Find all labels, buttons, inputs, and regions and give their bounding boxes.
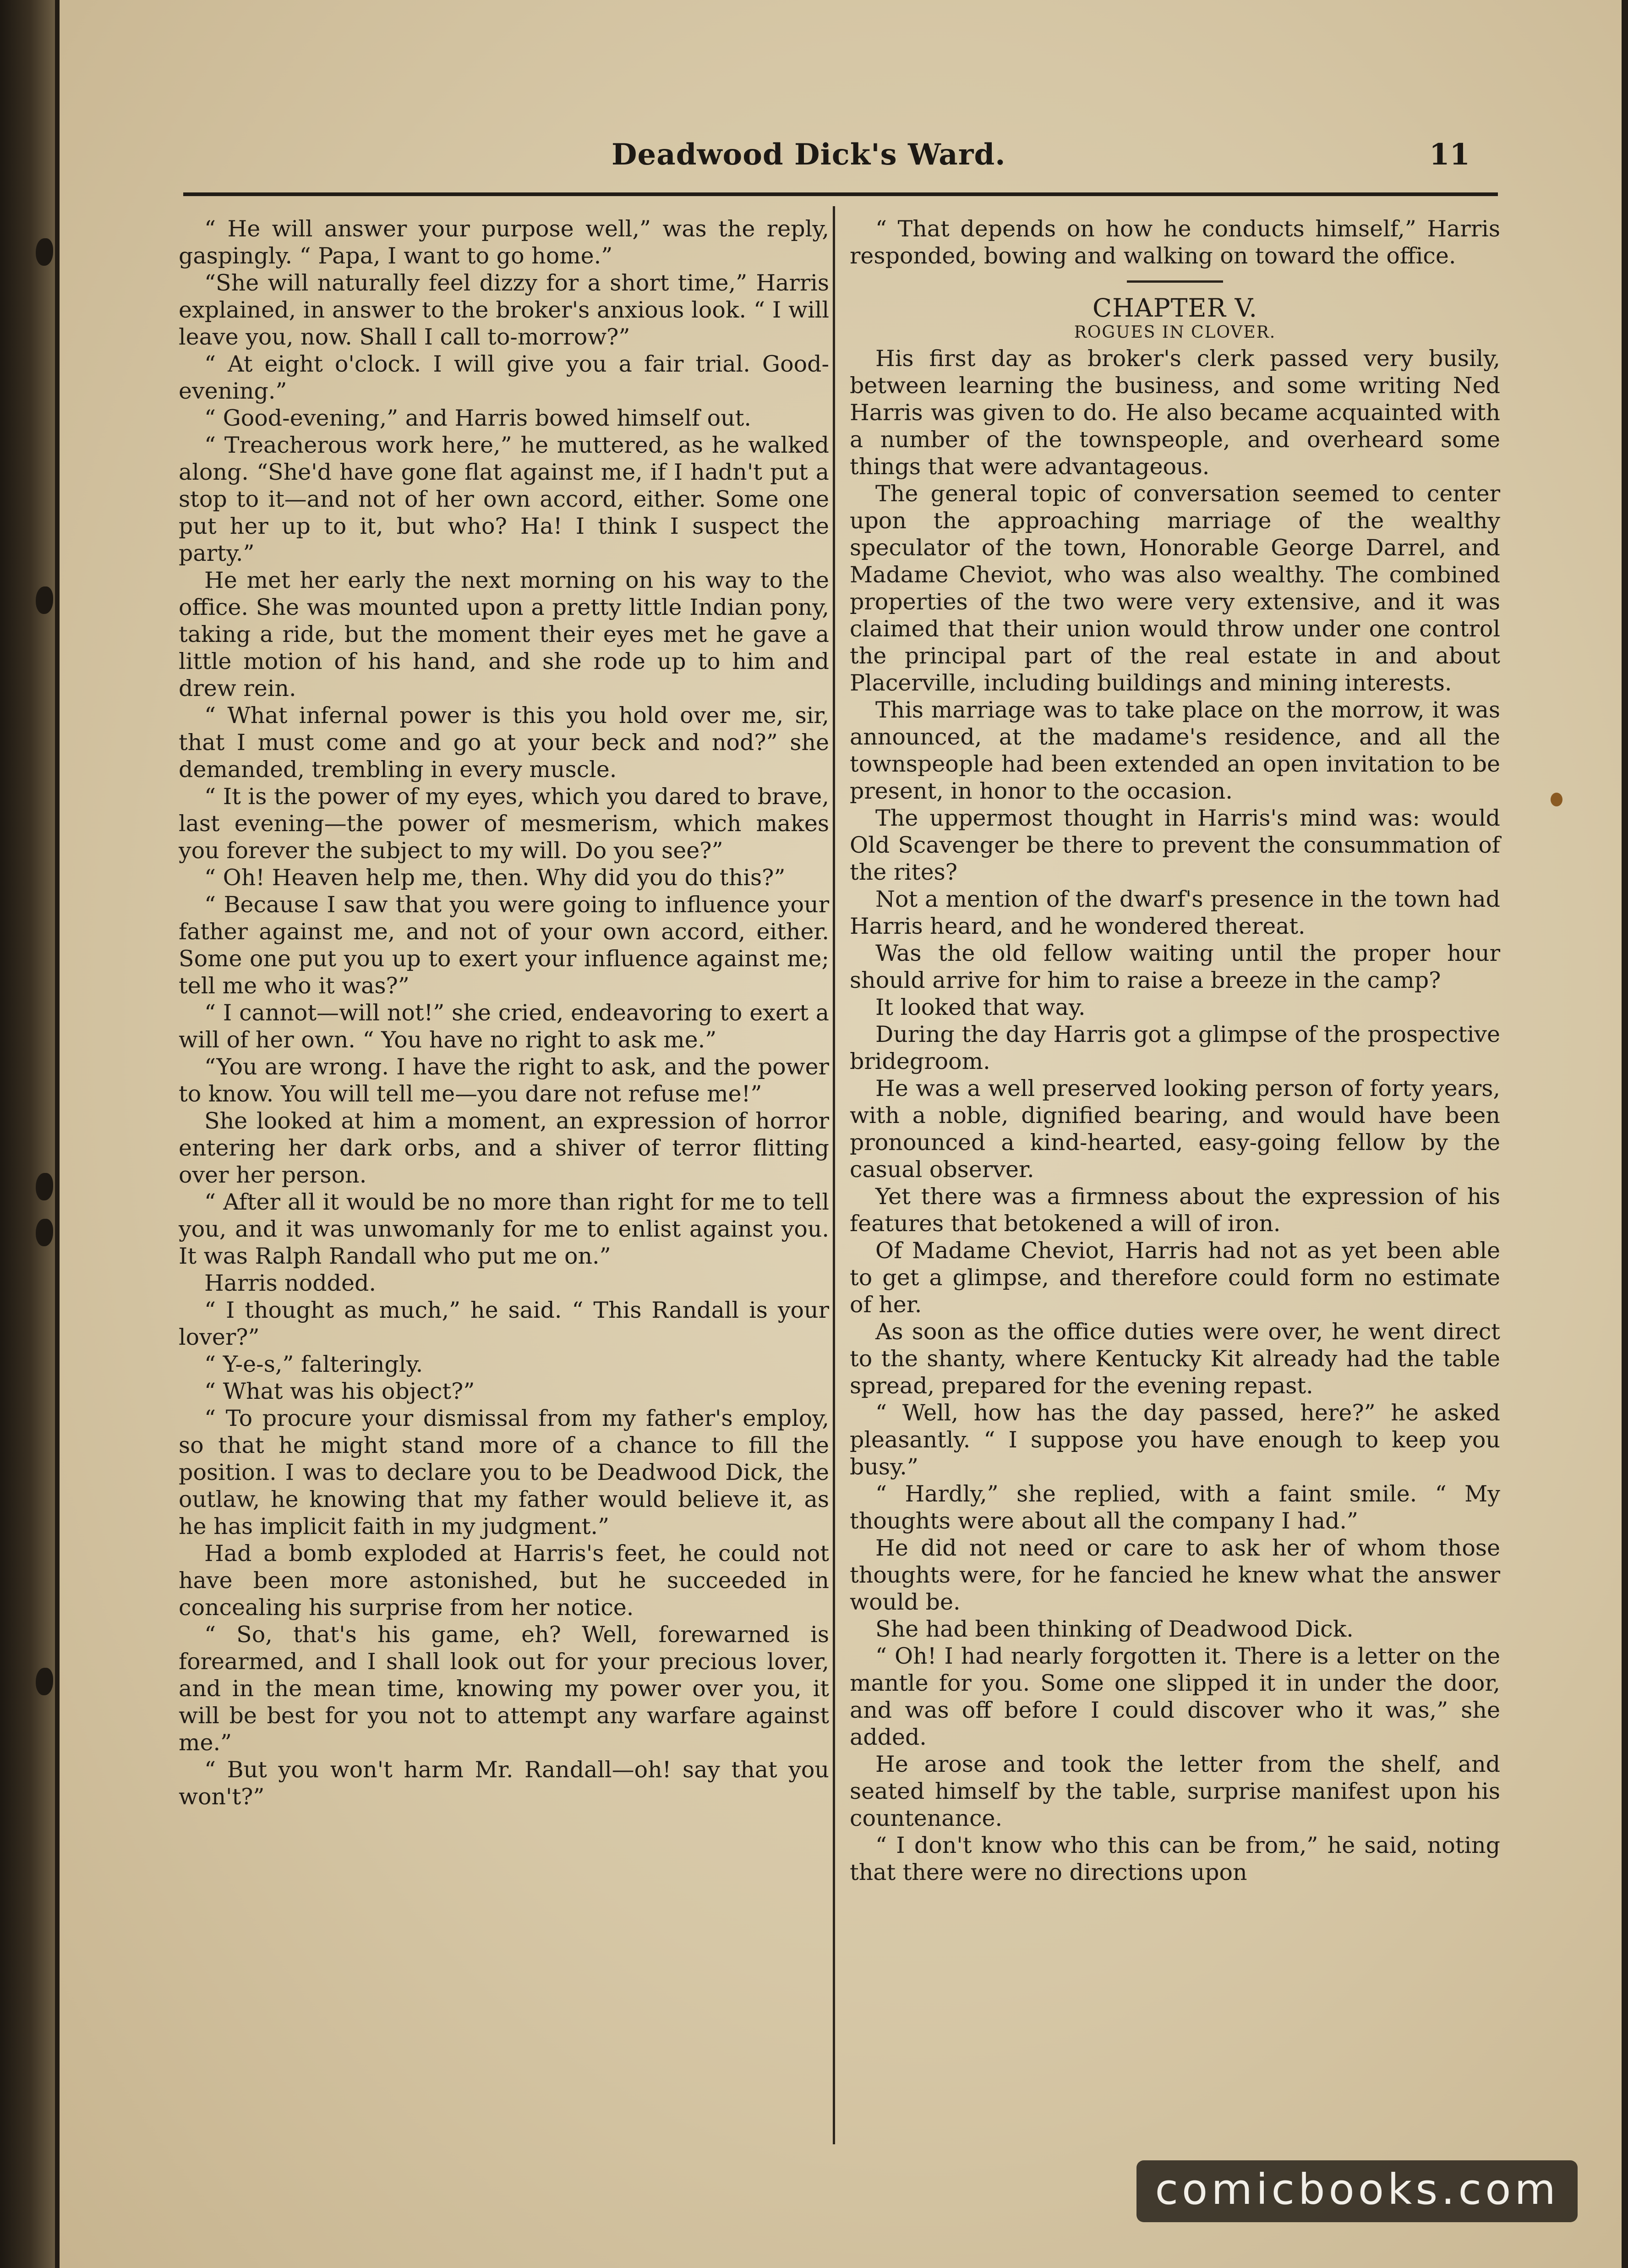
running-head: Deadwood Dick's Ward. (612, 137, 1006, 172)
chapter-subtitle: ROGUES IN CLOVER. (1074, 323, 1276, 342)
paragraph: Yet there was a firmness about the expression of his features that betokened a will of iron. (850, 1183, 1500, 1237)
binding-hole (36, 1668, 53, 1695)
paragraph: It looked that way. (875, 994, 1086, 1020)
paragraph: “ Oh! I had nearly forgotten it. There is a letter on the mantle for you. Some one slipped it in under the door, and was off before I could discover who it was,” she added. (850, 1643, 1500, 1750)
paragraph: “ After all it would be no more than right for me to tell you, and it was unwomanly for me to enlist against you. It was Ralph Randall who put me on.” (179, 1189, 829, 1269)
paragraph: The uppermost thought in Harris's mind was: would Old Scavenger be there to prevent the consummation of the rites? (850, 805, 1500, 885)
column-divider (833, 206, 835, 2144)
ink-stain (1551, 793, 1562, 806)
binding-hole (36, 1219, 53, 1246)
right-column (850, 215, 1500, 1886)
paragraph: He met her early the next morning on his way to the office. She was mounted upon a pretty little Indian pony, taking a ride, but the moment their eyes met he gave a little motion of his hand, and she rode up to him and drew rein. (179, 567, 829, 701)
paragraph: Had a bomb exploded at Harris's feet, he could not have been more astonished, but he succeeded in concealing his surprise from her notice. (179, 1540, 829, 1621)
paragraph: “ Treacherous work here,” he muttered, as he walked along. “She'd have gone flat against me, if I hadn't put a stop to it—and not of her own accord, either. Some one put her up to it, but who? Ha! I think I suspect the party.” (179, 432, 829, 566)
paragraph: “ To procure your dismissal from my father's employ, so that he might stand more of a chance to fill the position. I was to declare you to be Deadwood Dick, the outlaw, he knowing that my father would believe it, as he has implicit faith in my judgment.” (179, 1405, 829, 1539)
paragraph: Harris nodded. (204, 1270, 376, 1296)
page-number: 11 (1429, 137, 1470, 172)
paragraph: His first day as broker's clerk passed very busily, between learning the business, and some writing Ned Harris was given to do. He also became acquainted with a number of the townspeople, and overheard some things that were advantageous. (850, 345, 1500, 480)
paragraph: “ Well, how has the day passed, here?” he asked pleasantly. “ I suppose you have enough to keep you busy.” (850, 1400, 1500, 1480)
paragraph: Not a mention of the dwarf's presence in the town had Harris heard, and he wondered thereat. (850, 886, 1500, 939)
paragraph: “ At eight o'clock. I will give you a fair trial. Good-evening.” (179, 351, 829, 404)
paragraph: “ I cannot—will not!” she cried, endeavoring to exert a will of her own. “ You have no right to ask me.” (179, 1000, 829, 1053)
paragraph: She had been thinking of Deadwood Dick. (875, 1616, 1354, 1642)
paragraph: “ So, that's his game, eh? Well, forewarned is forearmed, and I shall look out for your precious lover, and in the mean time, knowing my power over you, it will be best for you not to attempt any warfare against me.” (179, 1622, 829, 1756)
paragraph: “ That depends on how he conducts himself,” Harris responded, bowing and walking on toward the office. (850, 216, 1500, 269)
binding-hole (36, 586, 53, 614)
paragraph: Of Madame Cheviot, Harris had not as yet been able to get a glimpse, and therefore could form no estimate of her. (850, 1238, 1500, 1318)
section-rule (1127, 280, 1223, 283)
paragraph: “ Hardly,” she replied, with a faint smile. “ My thoughts were about all the company I had.” (850, 1481, 1500, 1534)
right-column-body (850, 345, 1500, 1886)
paragraph: “ What infernal power is this you hold over me, sir, that I must come and go at your beck and nod?” she demanded, trembling in every muscle. (179, 702, 829, 783)
watermark-text: comicbooks.com (1155, 2165, 1559, 2214)
paragraph: “ Because I saw that you were going to influence your father against me, and not of your own accord, either. Some one put you up to exert your influence against me; tell me who it was?” (179, 892, 829, 999)
paragraph: “She will naturally feel dizzy for a short time,” Harris explained, in answer to the broker's anxious look. “ I will leave you, now. Shall I call to-morrow?” (179, 270, 829, 350)
paragraph: “ It is the power of my eyes, which you dared to brave, last evening—the power of mesmerism, which makes you forever the subject to my will. Do you see?” (179, 783, 829, 864)
paragraph: During the day Harris got a glimpse of the prospective bridegroom. (850, 1021, 1500, 1074)
header-rule (183, 192, 1498, 196)
paragraph: The general topic of conversation seemed to center upon the approaching marriage of the wealthy speculator of the town, Honorable George Darrel, and Madame Cheviot, who was also wealthy. The combined properties of the two were very extensive, and it was claimed that their union would throw under one control the principal part of the real estate in and about Placerville, including buildings and mining interests. (850, 481, 1500, 696)
paragraph: He did not need or care to ask her of whom those thoughts were, for he fancied he knew what the answer would be. (850, 1535, 1500, 1615)
paragraph: Was the old fellow waiting until the proper hour should arrive for him to raise a breeze in the camp? (850, 940, 1500, 993)
page-binding (0, 0, 55, 2268)
paragraph: “ I thought as much,” he said. “ This Randall is your lover?” (179, 1297, 829, 1350)
paragraph: She looked at him a moment, an expression of horror entering her dark orbs, and a shiver of terror flitting over her person. (179, 1108, 829, 1188)
chapter-title: CHAPTER V. (1092, 293, 1258, 323)
paragraph: “ Oh! Heaven help me, then. Why did you do this?” (204, 865, 786, 891)
watermark (1136, 2160, 1578, 2222)
paragraph: “You are wrong. I have the right to ask, and the power to know. You will tell me—you dare not refuse me!” (179, 1054, 829, 1107)
binding-hole (36, 1173, 53, 1200)
paragraph: As soon as the office duties were over, he went direct to the shanty, where Kentucky Kit already had the table spread, prepared for the evening repast. (850, 1319, 1500, 1399)
paragraph: “ What was his object?” (204, 1378, 475, 1404)
paragraph: “ I don't know who this can be from,” he said, noting that there were no directions upon (850, 1832, 1500, 1885)
paragraph: This marriage was to take place on the morrow, it was announced, at the madame's residence, and all the townspeople had been extended an open invitation to be present, in honor to the occasion. (850, 697, 1500, 804)
right-column-intro (850, 215, 1500, 269)
binding-hole (36, 238, 53, 266)
paragraph: He was a well preserved looking person of forty years, with a noble, dignified bearing, and would have been pronounced a kind-hearted, easy-going fellow by the casual observer. (850, 1075, 1500, 1183)
paragraph: “ Good-evening,” and Harris bowed himself out. (204, 405, 751, 431)
left-column (179, 215, 829, 1810)
paragraph: “ He will answer your purpose well,” was the reply, gaspingly. “ Papa, I want to go home.” (179, 216, 829, 269)
paragraph: He arose and took the letter from the shelf, and seated himself by the table, surprise manifest upon his countenance. (850, 1751, 1500, 1831)
paragraph: “ Y-e-s,” falteringly. (204, 1351, 423, 1377)
paragraph: “ But you won't harm Mr. Randall—oh! say that you won't?” (179, 1757, 829, 1810)
